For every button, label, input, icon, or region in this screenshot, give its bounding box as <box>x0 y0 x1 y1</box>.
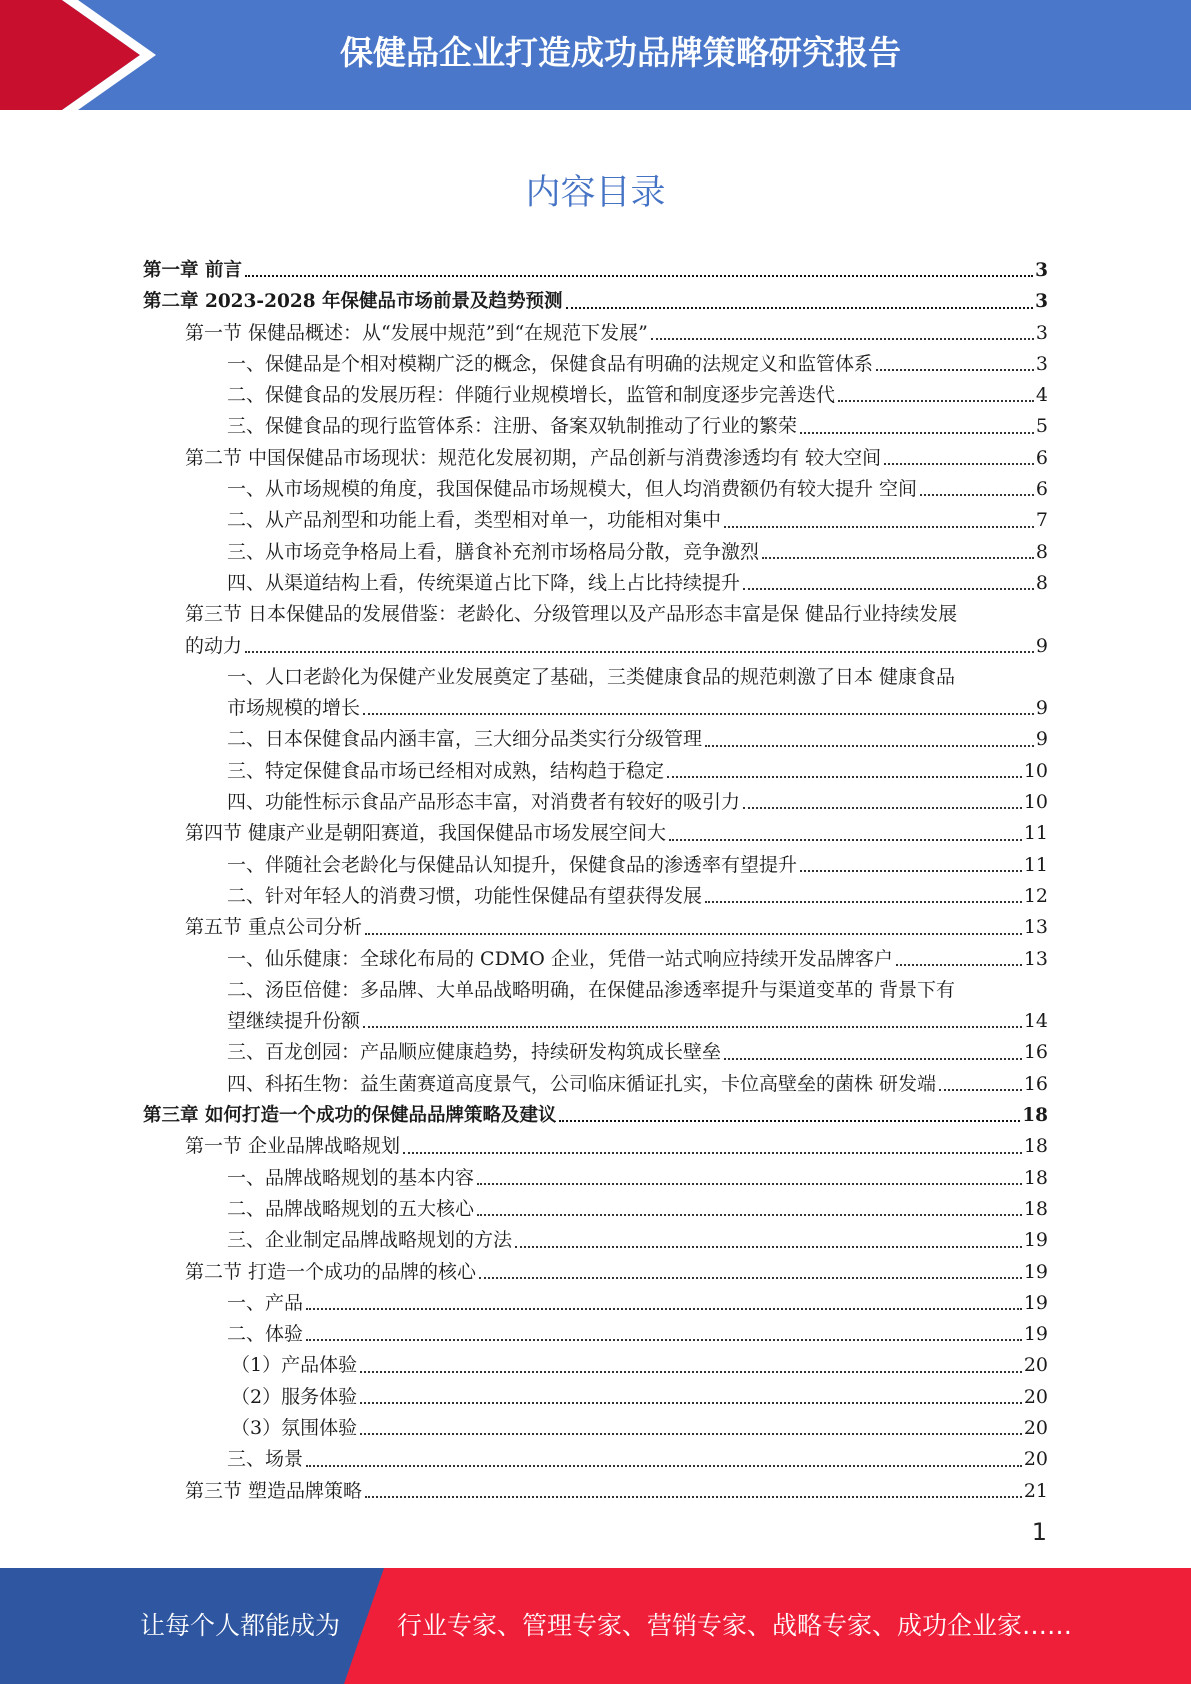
toc-entry-title: 第二章 2023-2028 年保健品市场前景及趋势预测 <box>143 291 563 313</box>
toc-entry-title: 四、功能性标示食品产品形态丰富，对消费者有较好的吸引力 <box>227 791 741 814</box>
toc-page-number: 20 <box>1023 1448 1048 1471</box>
toc-dot-leader <box>365 933 1022 935</box>
toc-entry-title: （3）氛围体验 <box>231 1416 358 1439</box>
page-number: 1 <box>1031 1518 1047 1546</box>
page-header <box>0 0 1191 110</box>
toc-dot-leader <box>762 557 1034 559</box>
toc-dot-leader <box>477 1214 1022 1216</box>
toc-entry-title: （2）服务体验 <box>231 1385 358 1408</box>
toc-entry-title: 二、从产品剂型和功能上看，类型相对单一，功能相对集中 <box>227 509 722 532</box>
toc-dot-leader <box>838 400 1034 402</box>
toc-dot-leader <box>360 1433 1022 1435</box>
toc-entry[interactable] <box>143 568 1048 599</box>
toc-entry[interactable] <box>143 1131 1048 1162</box>
toc-entry[interactable] <box>143 787 1048 818</box>
toc-entry[interactable] <box>143 850 1048 881</box>
page-footer <box>0 1568 1191 1684</box>
toc-entry-title: 三、特定保健食品市场已经相对成熟，结构趋于稳定 <box>227 759 665 782</box>
toc-entry[interactable] <box>143 1225 1048 1256</box>
toc-entry[interactable] <box>143 537 1048 568</box>
toc-entry-title: 一、品牌战略规划的基本内容 <box>227 1166 475 1189</box>
toc-entry[interactable] <box>143 1413 1048 1444</box>
toc-dot-leader <box>884 463 1034 465</box>
toc-page-number: 7 <box>1035 509 1048 532</box>
toc-page-number: 9 <box>1035 728 1048 751</box>
toc-dot-leader <box>360 1371 1022 1373</box>
toc-entry[interactable] <box>143 724 1048 755</box>
toc-entry-title: 三、场景 <box>227 1448 304 1471</box>
toc-page-number: 18 <box>1023 1197 1048 1220</box>
toc-entry[interactable] <box>143 443 1048 474</box>
toc-dot-leader <box>705 901 1022 903</box>
toc-entry-title: 第一章 前言 <box>143 260 242 281</box>
toc-entry[interactable] <box>143 1100 1048 1131</box>
toc-dot-leader <box>365 1496 1022 1498</box>
toc-entry-title: 第二节 打造一个成功的品牌的核心 <box>185 1260 477 1283</box>
toc-entry[interactable] <box>143 1476 1048 1507</box>
toc-entry[interactable] <box>143 756 1048 787</box>
toc-entry[interactable] <box>143 318 1048 349</box>
toc-entry-title-continued: 市场规模的增长 <box>227 697 361 720</box>
toc-entry[interactable] <box>143 1069 1048 1100</box>
toc-page-number: 16 <box>1023 1041 1048 1064</box>
toc-entry[interactable] <box>143 380 1048 411</box>
toc-entry-title: 四、从渠道结构上看，传统渠道占比下降，线上占比持续提升 <box>227 571 741 594</box>
toc-page-number: 3 <box>1035 321 1048 344</box>
toc-page-number: 12 <box>1023 884 1048 907</box>
toc-entry-title: 二、日本保健食品内涵丰富，三大细分品类实行分级管理 <box>227 728 703 751</box>
toc-entry-title: 一、人口老龄化为保健产业发展奠定了基础，三类健康食品的规范刺激了日本 健康食品 <box>227 665 956 688</box>
toc-dot-leader <box>363 713 1034 715</box>
toc-page-number: 5 <box>1035 415 1048 438</box>
toc-entry[interactable] <box>143 1319 1048 1350</box>
toc-dot-leader <box>363 1026 1022 1028</box>
toc-heading: 内容目录 <box>525 173 666 213</box>
toc-entry[interactable] <box>143 1350 1048 1381</box>
toc-entry[interactable] <box>143 818 1048 849</box>
toc-dot-leader <box>939 1089 1022 1091</box>
toc-page-number: 11 <box>1023 822 1048 845</box>
toc-entry[interactable] <box>143 1257 1048 1288</box>
toc-entry[interactable] <box>143 662 1048 725</box>
toc-entry-title: 二、针对年轻人的消费习惯，功能性保健品有望获得发展 <box>227 884 703 907</box>
toc-dot-leader <box>306 1465 1022 1467</box>
toc-dot-leader <box>403 1152 1022 1154</box>
toc-dot-leader <box>477 1183 1022 1185</box>
toc-entry-title: （1）产品体验 <box>231 1354 358 1377</box>
toc-entry-title: 第三节 日本保健品的发展借鉴：老龄化、分级管理以及产品形态丰富是保 健品行业持续发展 <box>185 603 958 626</box>
toc-dot-leader <box>515 1246 1022 1248</box>
toc-dot-leader <box>800 432 1034 434</box>
toc-entry[interactable] <box>143 1194 1048 1225</box>
toc-entry[interactable] <box>143 1288 1048 1319</box>
toc-entry-title: 一、仙乐健康：全球化布局的 CDMO 企业，凭借一站式响应持续开发品牌客户 <box>227 947 893 970</box>
toc-page-number: 3 <box>1035 291 1048 313</box>
toc-page-number: 9 <box>1035 634 1048 657</box>
toc-dot-leader <box>245 275 1033 277</box>
toc-dot-leader <box>920 494 1034 496</box>
toc-entry-title: 第一节 企业品牌战略规划 <box>185 1135 401 1158</box>
toc-entry-title-continued: 的动力 <box>185 634 243 657</box>
footer-slogan-left: 让每个人都能成为 <box>140 1611 341 1640</box>
toc-page-number: 20 <box>1023 1354 1048 1377</box>
toc-entry-title: 一、伴随社会老龄化与保健品认知提升，保健食品的渗透率有望提升 <box>227 853 798 876</box>
toc-entry[interactable] <box>143 1444 1048 1475</box>
toc-dot-leader <box>724 1058 1022 1060</box>
toc-page-number: 19 <box>1023 1229 1048 1252</box>
toc-entry-title: 三、企业制定品牌战略规划的方法 <box>227 1229 513 1252</box>
toc-entry[interactable] <box>143 255 1048 286</box>
toc-entry-title: 三、从市场竞争格局上看，膳食补充剂市场格局分散，竞争激烈 <box>227 540 760 563</box>
toc-dot-leader <box>479 1277 1022 1279</box>
toc-entry[interactable] <box>143 286 1048 317</box>
toc-page-number: 8 <box>1035 571 1048 594</box>
toc-page-number: 13 <box>1023 947 1048 970</box>
toc-dot-leader <box>245 651 1034 653</box>
toc-page-number: 10 <box>1023 759 1048 782</box>
toc-entry[interactable] <box>143 505 1048 536</box>
toc-entry-title: 一、保健品是个相对模糊广泛的概念，保健食品有明确的法规定义和监管体系 <box>227 352 874 375</box>
toc-page-number: 18 <box>1022 1105 1048 1127</box>
table-of-contents <box>143 255 1048 1507</box>
toc-entry-title: 第三章 如何打造一个成功的保健品品牌策略及建议 <box>143 1105 557 1127</box>
toc-page-number: 20 <box>1023 1385 1048 1408</box>
toc-entry[interactable] <box>143 411 1048 442</box>
toc-dot-leader <box>306 1339 1022 1341</box>
toc-dot-leader <box>360 1402 1022 1404</box>
toc-entry-title-continued: 望继续提升份额 <box>227 1010 361 1033</box>
toc-page-number: 6 <box>1035 446 1048 469</box>
toc-entry[interactable] <box>143 1163 1048 1194</box>
toc-page-number: 19 <box>1023 1260 1048 1283</box>
toc-dot-leader <box>566 307 1034 309</box>
toc-entry-title: 一、产品 <box>227 1291 304 1314</box>
toc-page-number: 3 <box>1035 260 1048 281</box>
toc-page-number: 8 <box>1035 540 1048 563</box>
toc-page-number: 18 <box>1023 1135 1048 1158</box>
toc-dot-leader <box>800 870 1022 872</box>
toc-entry[interactable] <box>143 912 1048 943</box>
toc-page-number: 20 <box>1023 1416 1048 1439</box>
toc-dot-leader <box>743 588 1034 590</box>
toc-page-number: 18 <box>1023 1166 1048 1189</box>
toc-entry-title: 三、百龙创园：产品顺应健康趋势，持续研发构筑成长壁垒 <box>227 1041 722 1064</box>
toc-entry-title: 第三节 塑造品牌策略 <box>185 1479 363 1502</box>
toc-page-number: 14 <box>1023 1010 1048 1033</box>
toc-entry[interactable] <box>143 474 1048 505</box>
footer-slogan-right: 行业专家、管理专家、营销专家、战略专家、成功企业家…… <box>397 1611 1073 1640</box>
toc-entry-title: 第一节 保健品概述：从“发展中规范”到“在规范下发展” <box>185 321 648 344</box>
toc-entry-title: 二、汤臣倍健：多品牌、大单品战略明确，在保健品渗透率提升与渠道变革的 背景下有 <box>227 978 956 1001</box>
toc-dot-leader <box>669 839 1022 841</box>
toc-dot-leader <box>896 964 1022 966</box>
toc-dot-leader <box>306 1308 1022 1310</box>
toc-entry-title: 三、保健食品的现行监管体系：注册、备案双轨制推动了行业的繁荣 <box>227 415 798 438</box>
toc-entry-title: 第五节 重点公司分析 <box>185 916 363 939</box>
toc-dot-leader <box>667 776 1022 778</box>
toc-entry-title: 一、从市场规模的角度，我国保健品市场规模大，但人均消费额仍有较大提升 空间 <box>227 478 918 501</box>
toc-entry-title: 第二节 中国保健品市场现状：规范化发展初期，产品创新与消费渗透均有 较大空间 <box>185 446 882 469</box>
toc-entry[interactable] <box>143 881 1048 912</box>
toc-page-number: 4 <box>1035 384 1048 407</box>
toc-dot-leader <box>651 338 1034 340</box>
toc-dot-leader <box>876 369 1034 371</box>
toc-entry[interactable] <box>143 944 1048 975</box>
toc-page-number: 13 <box>1023 916 1048 939</box>
toc-entry[interactable] <box>143 1037 1048 1068</box>
toc-dot-leader <box>743 807 1022 809</box>
toc-page-number: 3 <box>1035 352 1048 375</box>
toc-page-number: 16 <box>1023 1072 1048 1095</box>
toc-entry-title: 第四节 健康产业是朝阳赛道，我国保健品市场发展空间大 <box>185 822 667 845</box>
toc-page-number: 19 <box>1023 1291 1048 1314</box>
toc-dot-leader <box>705 745 1034 747</box>
toc-entry-title: 二、品牌战略规划的五大核心 <box>227 1197 475 1220</box>
toc-page-number: 9 <box>1035 697 1048 720</box>
toc-page-number: 10 <box>1023 791 1048 814</box>
toc-page-number: 6 <box>1035 478 1048 501</box>
toc-page-number: 21 <box>1023 1479 1048 1502</box>
toc-page-number: 11 <box>1023 853 1048 876</box>
report-title: 保健品企业打造成功品牌策略研究报告 <box>340 33 901 72</box>
toc-page-number: 19 <box>1023 1323 1048 1346</box>
toc-entry[interactable] <box>143 349 1048 380</box>
toc-entry[interactable] <box>143 1382 1048 1413</box>
toc-entry[interactable] <box>143 599 1048 662</box>
toc-entry[interactable] <box>143 975 1048 1038</box>
toc-dot-leader <box>559 1120 1020 1122</box>
toc-entry-title: 二、体验 <box>227 1323 304 1346</box>
toc-dot-leader <box>724 526 1034 528</box>
toc-entry-title: 二、保健食品的发展历程：伴随行业规模增长，监管和制度逐步完善迭代 <box>227 384 836 407</box>
toc-entry-title: 四、科拓生物：益生菌赛道高度景气，公司临床循证扎实，卡位高壁垒的菌株 研发端 <box>227 1072 937 1095</box>
